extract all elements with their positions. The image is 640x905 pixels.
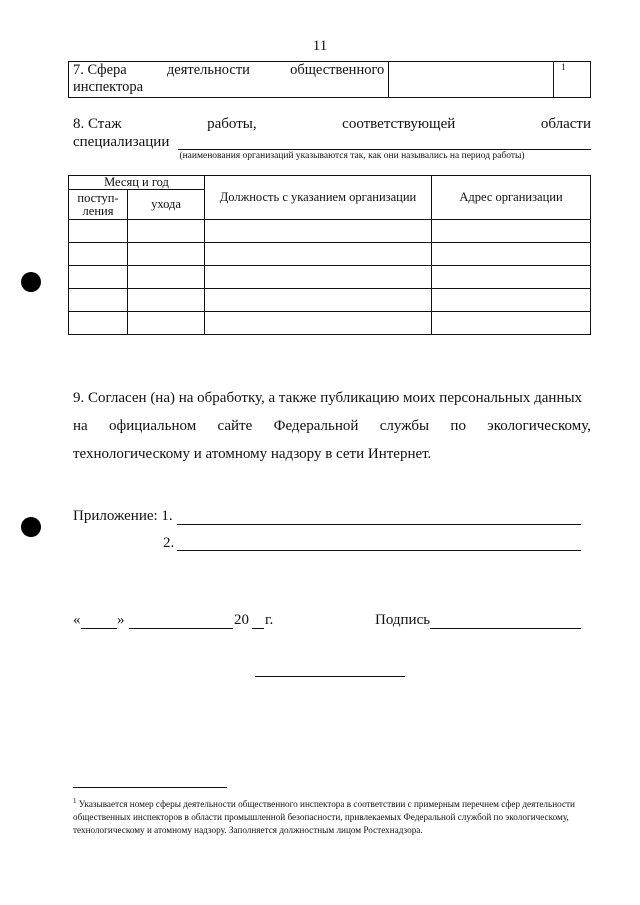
cell[interactable] (69, 243, 128, 266)
consent-line3: технологическому и атомному надзору в сети Интернет. (73, 446, 432, 462)
section8-note: (наименования организаций указываются так, как они назывались на период работы) (179, 151, 525, 161)
sphere-label (69, 62, 389, 98)
punch-hole-top (21, 272, 41, 292)
sphere-footnote-ref: 1 (554, 62, 591, 98)
date-quote-close: » (117, 612, 125, 628)
attachment-2-label: 2. (163, 535, 175, 551)
attachment-1-field[interactable] (177, 524, 581, 525)
cell[interactable] (205, 220, 432, 243)
sphere-value-cell[interactable] (389, 62, 554, 98)
sphere-label-line2: инспектора (73, 79, 144, 95)
c2-w1: на (73, 418, 88, 434)
cell[interactable] (205, 243, 432, 266)
cell[interactable] (432, 266, 591, 289)
cell[interactable] (69, 312, 128, 335)
s8-word-3: соответствующей (342, 116, 456, 132)
attachment-2-field[interactable] (177, 550, 581, 551)
cell[interactable] (128, 220, 205, 243)
table-row (69, 312, 591, 335)
footnote-marker: 1 (73, 797, 77, 805)
cell[interactable] (432, 220, 591, 243)
cell[interactable] (128, 289, 205, 312)
date-quote-open: « (73, 612, 81, 628)
cell[interactable] (128, 266, 205, 289)
footnote-rule (73, 787, 227, 788)
sphere-word-2: деятельности (166, 62, 250, 78)
s8-word-2: работы, (207, 116, 257, 132)
signature-label: Подпись (375, 612, 431, 628)
date-year-prefix: 20 (234, 612, 249, 628)
admission-header: поступ-ления (69, 190, 128, 220)
table-row (69, 220, 591, 243)
cell[interactable] (128, 312, 205, 335)
work-history-table (68, 175, 591, 335)
cell[interactable] (432, 289, 591, 312)
footnote-text: Указывается номер сферы деятельности общественного инспектора в соответствии с примерным перечнем сфер деятельности общественных инспекторов в области промышленной безопасности, привлекаемых Федеральной службой по экологическому, технологическому и атомному надзору. Заполняется должностным лицом Ростехнадзора. (73, 799, 575, 835)
s8-word-1: 8. Стаж (73, 116, 122, 132)
c2-w5: службы (379, 418, 430, 434)
date-year-field[interactable] (252, 628, 264, 629)
punch-hole-bottom (21, 517, 41, 537)
departure-header: ухода (128, 190, 205, 220)
attachment-label: Приложение: 1. (73, 508, 173, 524)
footnote (73, 795, 588, 836)
cell[interactable] (69, 220, 128, 243)
consent-line2 (73, 412, 591, 440)
c2-w3: сайте (217, 418, 253, 434)
s8-word-4: области (540, 116, 591, 132)
cell[interactable] (432, 312, 591, 335)
sphere-table (68, 61, 591, 98)
specialization-field[interactable] (178, 149, 591, 150)
cell[interactable] (69, 289, 128, 312)
table-row (69, 243, 591, 266)
cell[interactable] (205, 312, 432, 335)
consent-paragraph (73, 384, 591, 468)
date-year-suffix: г. (265, 612, 274, 628)
month-year-header: Месяц и год (69, 176, 205, 190)
cell[interactable] (432, 243, 591, 266)
sphere-word-3: общественного (290, 62, 385, 78)
sphere-word-1: 7. Сфера (73, 62, 127, 78)
table-row (69, 266, 591, 289)
c2-w6: по (450, 418, 466, 434)
signature-field[interactable] (430, 628, 581, 629)
address-header: Адрес организации (432, 176, 591, 220)
section8-line2: специализации (73, 134, 170, 150)
cell[interactable] (69, 266, 128, 289)
decipher-signature-field[interactable] (255, 676, 405, 677)
table-row (69, 289, 591, 312)
c2-w4: Федеральной (273, 418, 359, 434)
section8-heading (73, 116, 591, 133)
cell[interactable] (205, 266, 432, 289)
date-month-field[interactable] (129, 628, 233, 629)
c2-w2: официальном (109, 418, 197, 434)
consent-line1: 9. Согласен (на) на обработку, а также публикацию моих персональных данных (73, 390, 583, 406)
cell[interactable] (128, 243, 205, 266)
page-number: 11 (312, 38, 328, 54)
cell[interactable] (205, 289, 432, 312)
date-day-field[interactable] (81, 628, 117, 629)
c2-w7: экологическому, (487, 418, 591, 434)
position-header: Должность с указанием организации (205, 176, 432, 220)
